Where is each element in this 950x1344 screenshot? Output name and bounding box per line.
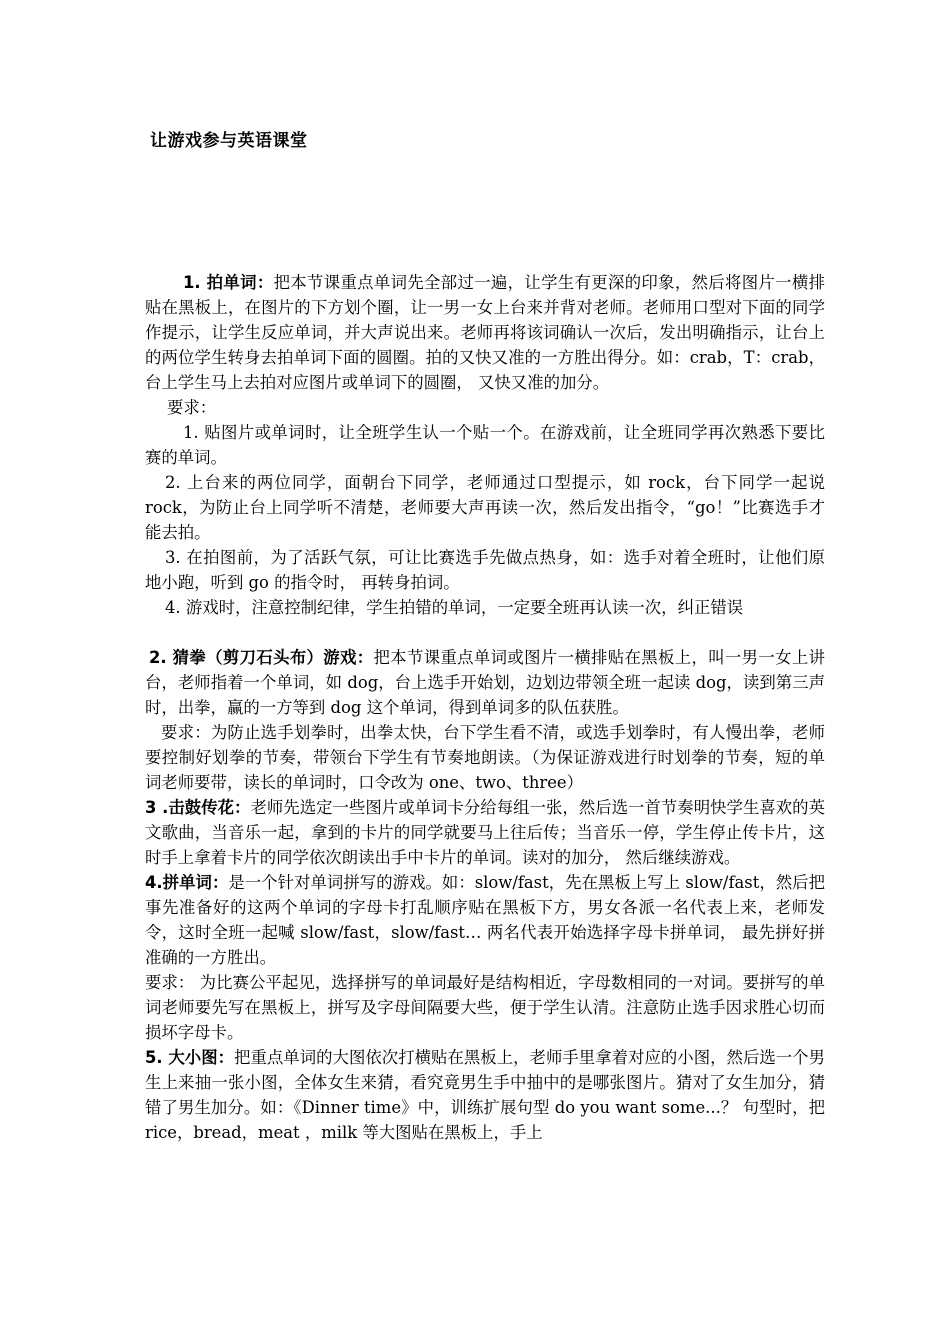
paragraph-gap	[145, 620, 825, 645]
section-3-text: 老师先选定一些图片或单词卡分给每组一张，然后选一首节奏明快学生喜欢的英文歌曲，当音乐一起，拿到的卡片的同学就要马上往后传；当音乐一停，学生停止传卡片，这时手上拿着卡片的同学依次朗读出手中卡片的单词。读对的加分， 然后继续游戏。	[145, 798, 825, 867]
section-2-requirements: 要求：为防止选手划拳时，出拳太快，台下学生看不清，或选手划拳时，有人慢出拳，老师要控制好划拳的节奏，带领台下学生有节奏地朗读。（为保证游戏进行时划拳的节奏，短的单词老师要带，读长的单词时，口令改为 one、two、three）	[145, 723, 825, 792]
section-4-paragraph	[145, 870, 825, 970]
section-1-text: 把本节课重点单词先全部过一遍，让学生有更深的印象，然后将图片一横排贴在黑板上，在图片的下方划个圈，让一男一女上台来并背对老师。老师用口型对下面的同学作提示，让学生反应单词，并大声说出来。老师再将该词确认一次后，发出明确指示，让台上的两位学生转身去拍单词下面的圆圈。拍的又快又准的一方胜出得分。如：crab，T：crab，台上学生马上去拍对应图片或单词下的圆圈， 又快又准的加分。	[145, 273, 826, 392]
section-5-heading: 5. 大小图：	[145, 1048, 235, 1067]
section-1-requirement-1: 1. 贴图片或单词时，让全班学生认一个贴一个。在游戏前，让全班同学再次熟悉下要比赛的单词。	[145, 423, 825, 467]
section-1-paragraph	[145, 270, 825, 395]
section-2-heading: 2. 猜拳（剪刀石头布）游戏：	[149, 648, 374, 667]
section-4-heading: 4.拼单词：	[145, 873, 229, 892]
section-5-paragraph	[145, 1045, 825, 1145]
section-5-text: 把重点单词的大图依次打横贴在黑板上，老师手里拿着对应的小图，然后选一个男生上来抽一张小图，全体女生来猜，看究竟男生手中抽中的是哪张图片。猜对了女生加分，猜错了男生加分。如：《Dinner time》中，训练扩展句型 do you want some...？ 句型时，把 rice，bread，meat ，milk 等大图贴在黑板上，手上	[145, 1048, 825, 1142]
section-3-paragraph	[145, 795, 825, 870]
section-3-heading: 3 .击鼓传花：	[145, 798, 251, 817]
section-4-requirements: 要求： 为比赛公平起见，选择拼写的单词最好是结构相近，字母数相同的一对词。要拼写的单词老师要先写在黑板上，拼写及字母间隔要大些，便于学生认清。注意防止选手因求胜心切而损坏字母卡。	[145, 973, 825, 1042]
section-1-requirement-2: 2. 上台来的两位同学，面朝台下同学，老师通过口型提示，如 rock，台下同学一起说 rock，为防止台上同学听不清楚，老师要大声再读一次，然后发出指令，“go！”比赛选手才能去拍。	[145, 473, 825, 542]
section-1-requirement-4: 4. 游戏时，注意控制纪律，学生拍错的单词，一定要全班再认读一次，纠正错误	[165, 598, 744, 617]
section-1-heading: 1. 拍单词：	[183, 273, 274, 292]
document-body	[145, 270, 825, 1145]
document-title: 让游戏参与英语课堂	[150, 131, 308, 151]
section-1-requirements-label: 要求：	[167, 398, 217, 417]
section-1-requirement-3: 3. 在拍图前，为了活跃气氛，可让比赛选手先做点热身，如：选手对着全班时，让他们原地小跑，听到 go 的指令时， 再转身拍词。	[145, 548, 825, 592]
section-2-text: 把本节课重点单词或图片一横排贴在黑板上，叫一男一女上讲台，老师指着一个单词，如 dog，台上选手开始划，边划边带领全班一起读 dog，读到第三声时，出拳，赢的一方等到 dog 这个单词，得到单词多的队伍获胜。	[145, 648, 825, 717]
section-4-text: 是一个针对单词拼写的游戏。如：slow/fast，先在黑板上写上 slow/fast，然后把事先准备好的这两个单词的字母卡打乱顺序贴在黑板下方，男女各派一名代表上来，老师发令，这时全班一起喊 slow/fast，slow/fast… 两名代表开始选择字母卡拼单词， 最先拼好拼准确的一方胜出。	[145, 873, 825, 967]
section-2-paragraph	[145, 645, 825, 720]
